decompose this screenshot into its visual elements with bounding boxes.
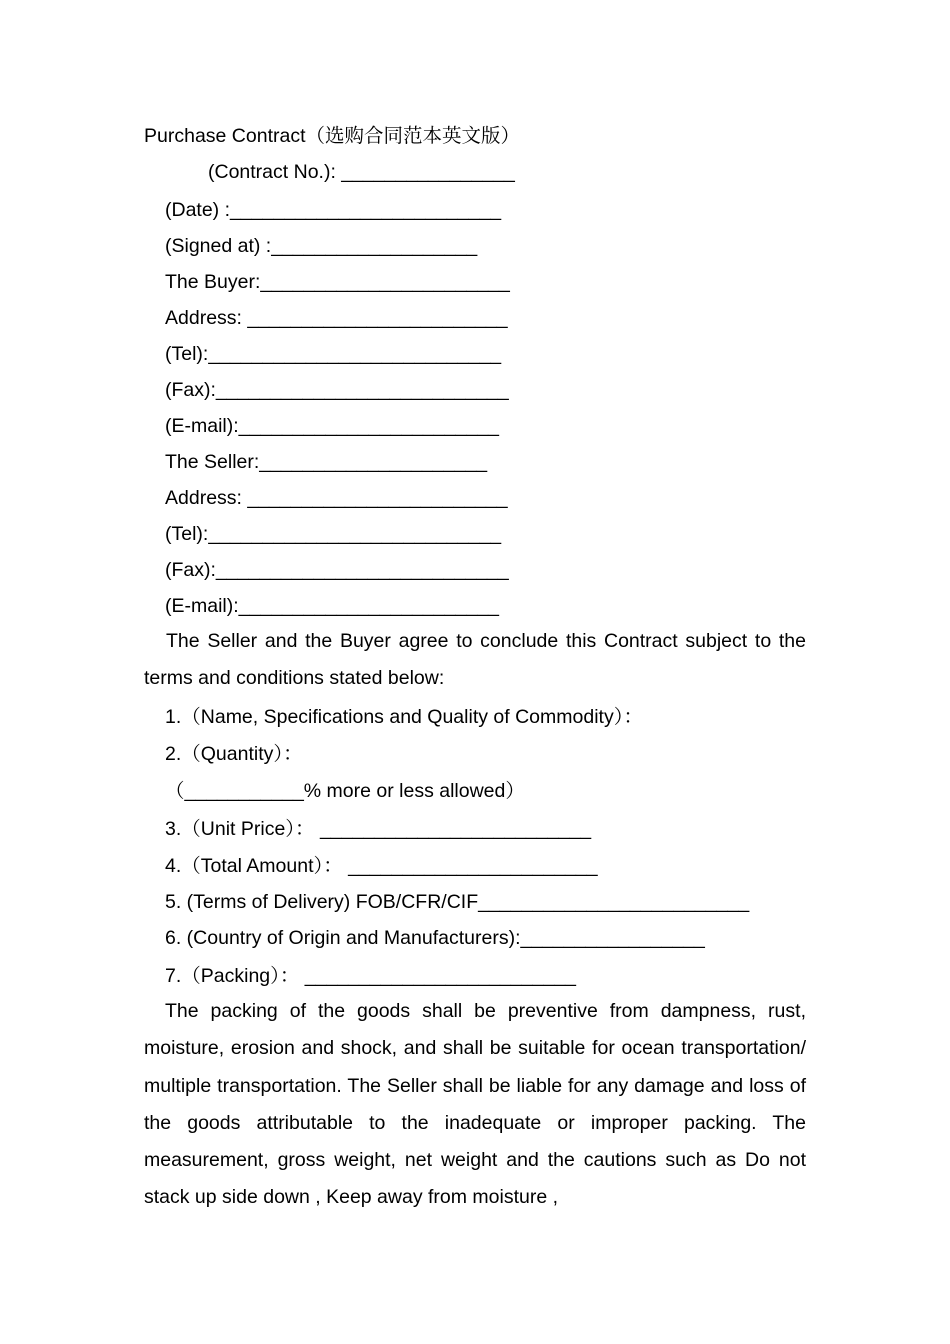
- clause-1: 1.（Name, Specifications and Quality of Commodity）：: [165, 706, 643, 728]
- clause-2-tolerance: （___________% more or less allowed）: [165, 780, 525, 802]
- clause-5: 5. (Terms of Delivery) FOB/CFR/CIF_________________________: [165, 891, 750, 913]
- seller-email-field: (E-mail):________________________: [165, 595, 499, 617]
- buyer-email-field: (E-mail):________________________: [165, 415, 499, 437]
- buyer-tel-field: (Tel):___________________________: [165, 343, 502, 365]
- date-field: (Date) :_________________________: [165, 199, 502, 221]
- buyer-field: The Buyer:_______________________: [165, 271, 510, 293]
- seller-tel-field: (Tel):___________________________: [165, 523, 502, 545]
- document-title: Purchase Contract（选购合同范本英文版）: [144, 125, 520, 147]
- buyer-fax-field: (Fax):___________________________: [165, 379, 509, 401]
- seller-field: The Seller:_____________________: [165, 451, 488, 473]
- signed-at-field: (Signed at) :___________________: [165, 235, 478, 257]
- clause-3: 3.（Unit Price）： _________________________: [165, 818, 592, 840]
- seller-address-field: Address: ________________________: [165, 487, 508, 509]
- clause-6: 6. (Country of Origin and Manufacturers):_________________: [165, 927, 705, 949]
- intro-paragraph: The Seller and the Buyer agree to conclude this Contract subject to the terms and conditions stated below:: [144, 630, 806, 690]
- packing-paragraph: The packing of the goods shall be preventive from dampness, rust, moisture, erosion and shock, and shall be suitable for ocean transportation/ multiple transportation. The Seller shall be liable for any damage and loss of the goods attributable to the inadequate or improper packing. The measurement, gross weight, net weight and the cautions such as Do not stack up side down , Keep away from moisture ,: [144, 1000, 806, 1209]
- contract-no-field: (Contract No.): ________________: [208, 161, 515, 183]
- buyer-address-field: Address: ________________________: [165, 307, 508, 329]
- clause-4: 4.（Total Amount）： _______________________: [165, 855, 598, 877]
- seller-fax-field: (Fax):___________________________: [165, 559, 509, 581]
- clause-7: 7.（Packing）： _________________________: [165, 965, 576, 987]
- clause-2: 2.（Quantity）：: [165, 743, 303, 765]
